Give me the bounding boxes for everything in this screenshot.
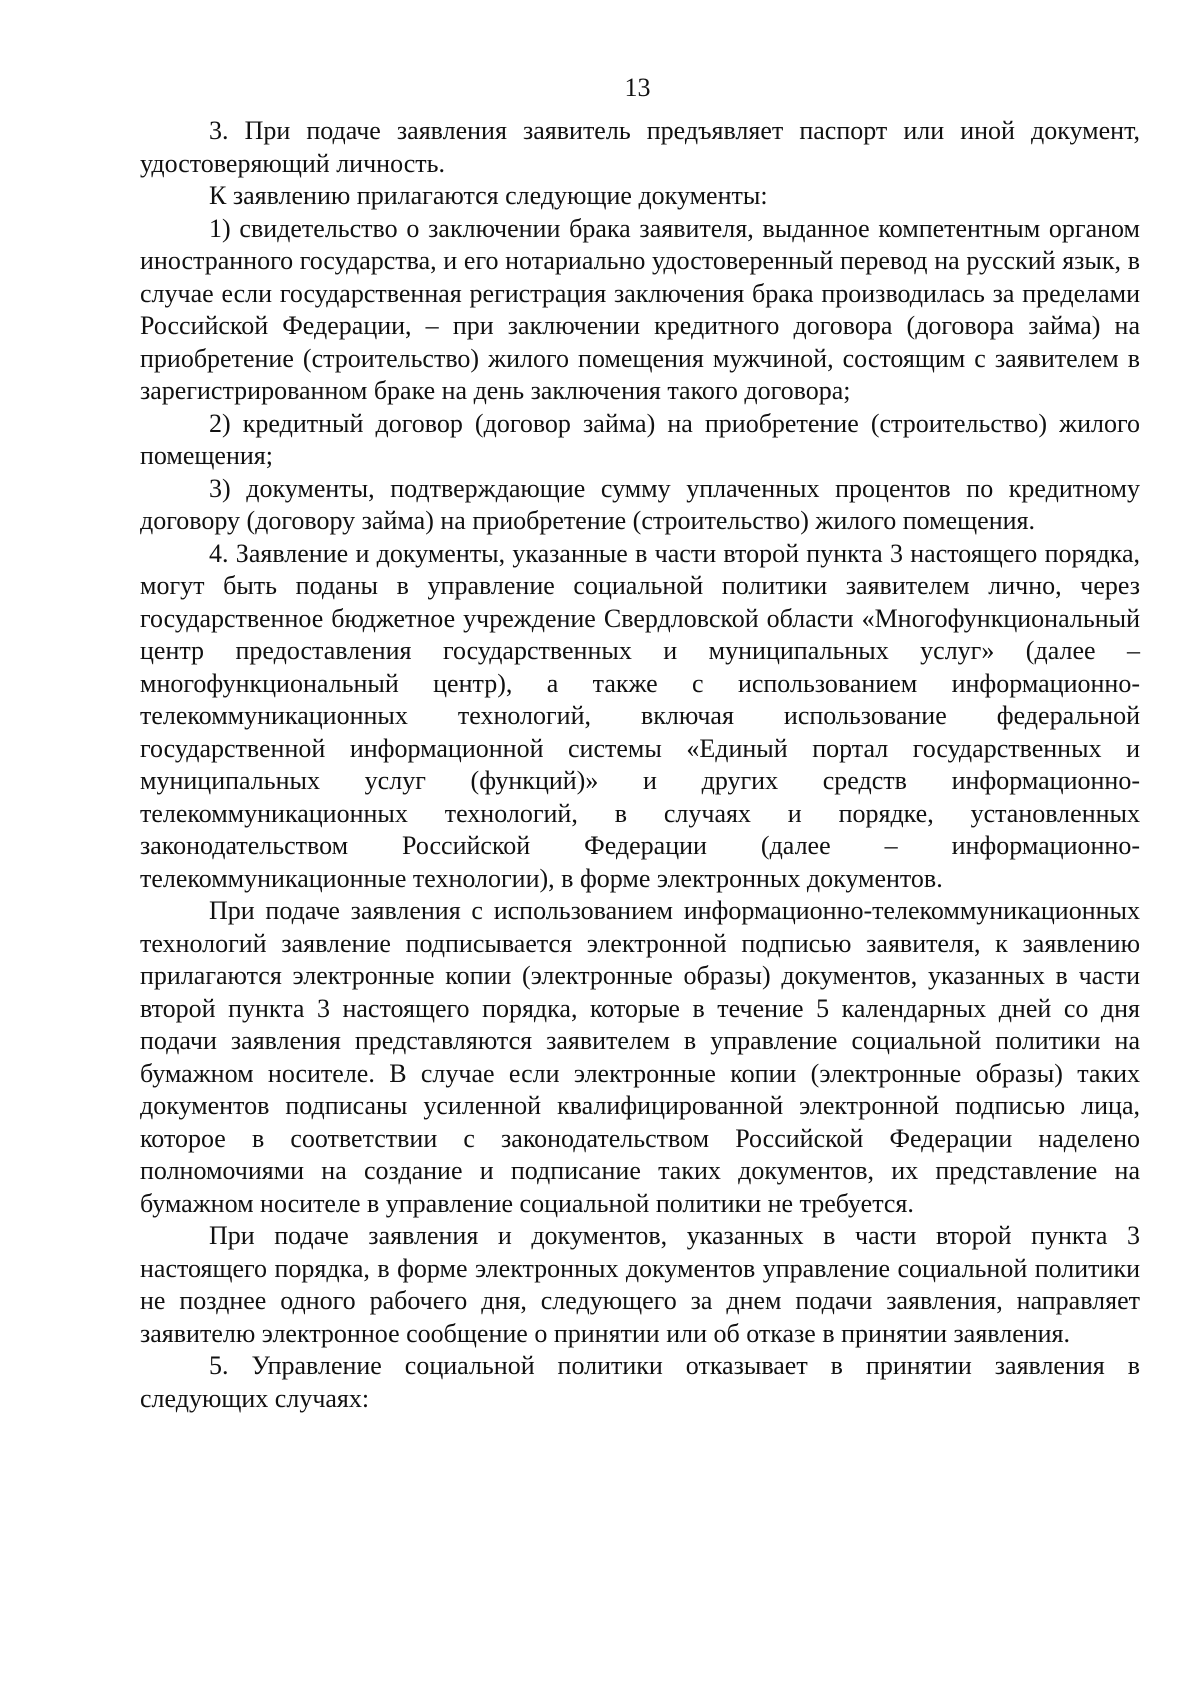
paragraph: 3) документы, подтверждающие сумму уплаченных процентов по кредитному договору (договору займа) на приобретение (строительство) жилого помещения. [140, 473, 1140, 535]
page-number: 13 [624, 73, 651, 102]
paragraph: К заявлению прилагаются следующие документы: [209, 181, 768, 210]
paragraph: При подаче заявления с использованием информационно-телекоммуникационных технологий заявление подписывается электронной подписью заявителя, к заявлению прилагаются электронные копии (электронные образы) документов, указанных в части второй пункта 3 настоящего порядка, которые в течение 5 календарных дней со дня подачи заявления представляются заявителем в управление социальной политики на бумажном носителе. В случае если электронные копии (электронные образы) таких документов подписаны усиленной квалифицированной электронной подписью лица, которое в соответствии с законодательством Российской Федерации наделено полномочиями на создание и подписание таких документов, их представление на бумажном носителе в управление социальной политики не требуется. [140, 896, 1140, 1218]
paragraph: 4. Заявление и документы, указанные в части второй пункта 3 настоящего порядка, могут быть поданы в управление социальной политики заявителем лично, через государственное бюджетное учреждение Свердловской области «Многофункциональный центр предоставления государственных и муниципальных услуг» (далее – многофункциональный центр), а также с использованием информационно-телекоммуникационных технологий, включая использование федеральной государственной информационной системы «Единый портал государственных и муниципальных услуг (функций)» и других средств информационно-телекоммуникационных технологий, в случаях и порядке, установленных законодательством Российской Федерации (далее – информационно-телекоммуникационные технологии), в форме электронных документов. [140, 538, 1140, 893]
paragraph: При подаче заявления и документов, указанных в части второй пункта 3 настоящего порядка, в форме электронных документов управление социальной политики не позднее одного рабочего дня, следующего за днем подачи заявления, направляет заявителю электронное сообщение о принятии или об отказе в принятии заявления. [140, 1221, 1140, 1348]
paragraph: 5. Управление социальной политики отказывает в принятии заявления в следующих случаях: [140, 1351, 1140, 1413]
paragraph: 1) свидетельство о заключении брака заявителя, выданное компетентным органом иностранного государства, и его нотариально удостоверенный перевод на русский язык, в случае если государственная регистрация заключения брака производилась за пределами Российской Федерации, – при заключении кредитного договора (договора займа) на приобретение (строительство) жилого помещения мужчиной, состоящим с заявителем в зарегистрированном браке на день заключения такого договора; [140, 213, 1140, 405]
paragraph: 2) кредитный договор (договор займа) на приобретение (строительство) жилого помещения; [140, 408, 1140, 470]
paragraph: 3. При подаче заявления заявитель предъявляет паспорт или иной документ, удостоверяющий личность. [140, 116, 1140, 178]
document-body [140, 115, 1140, 1415]
